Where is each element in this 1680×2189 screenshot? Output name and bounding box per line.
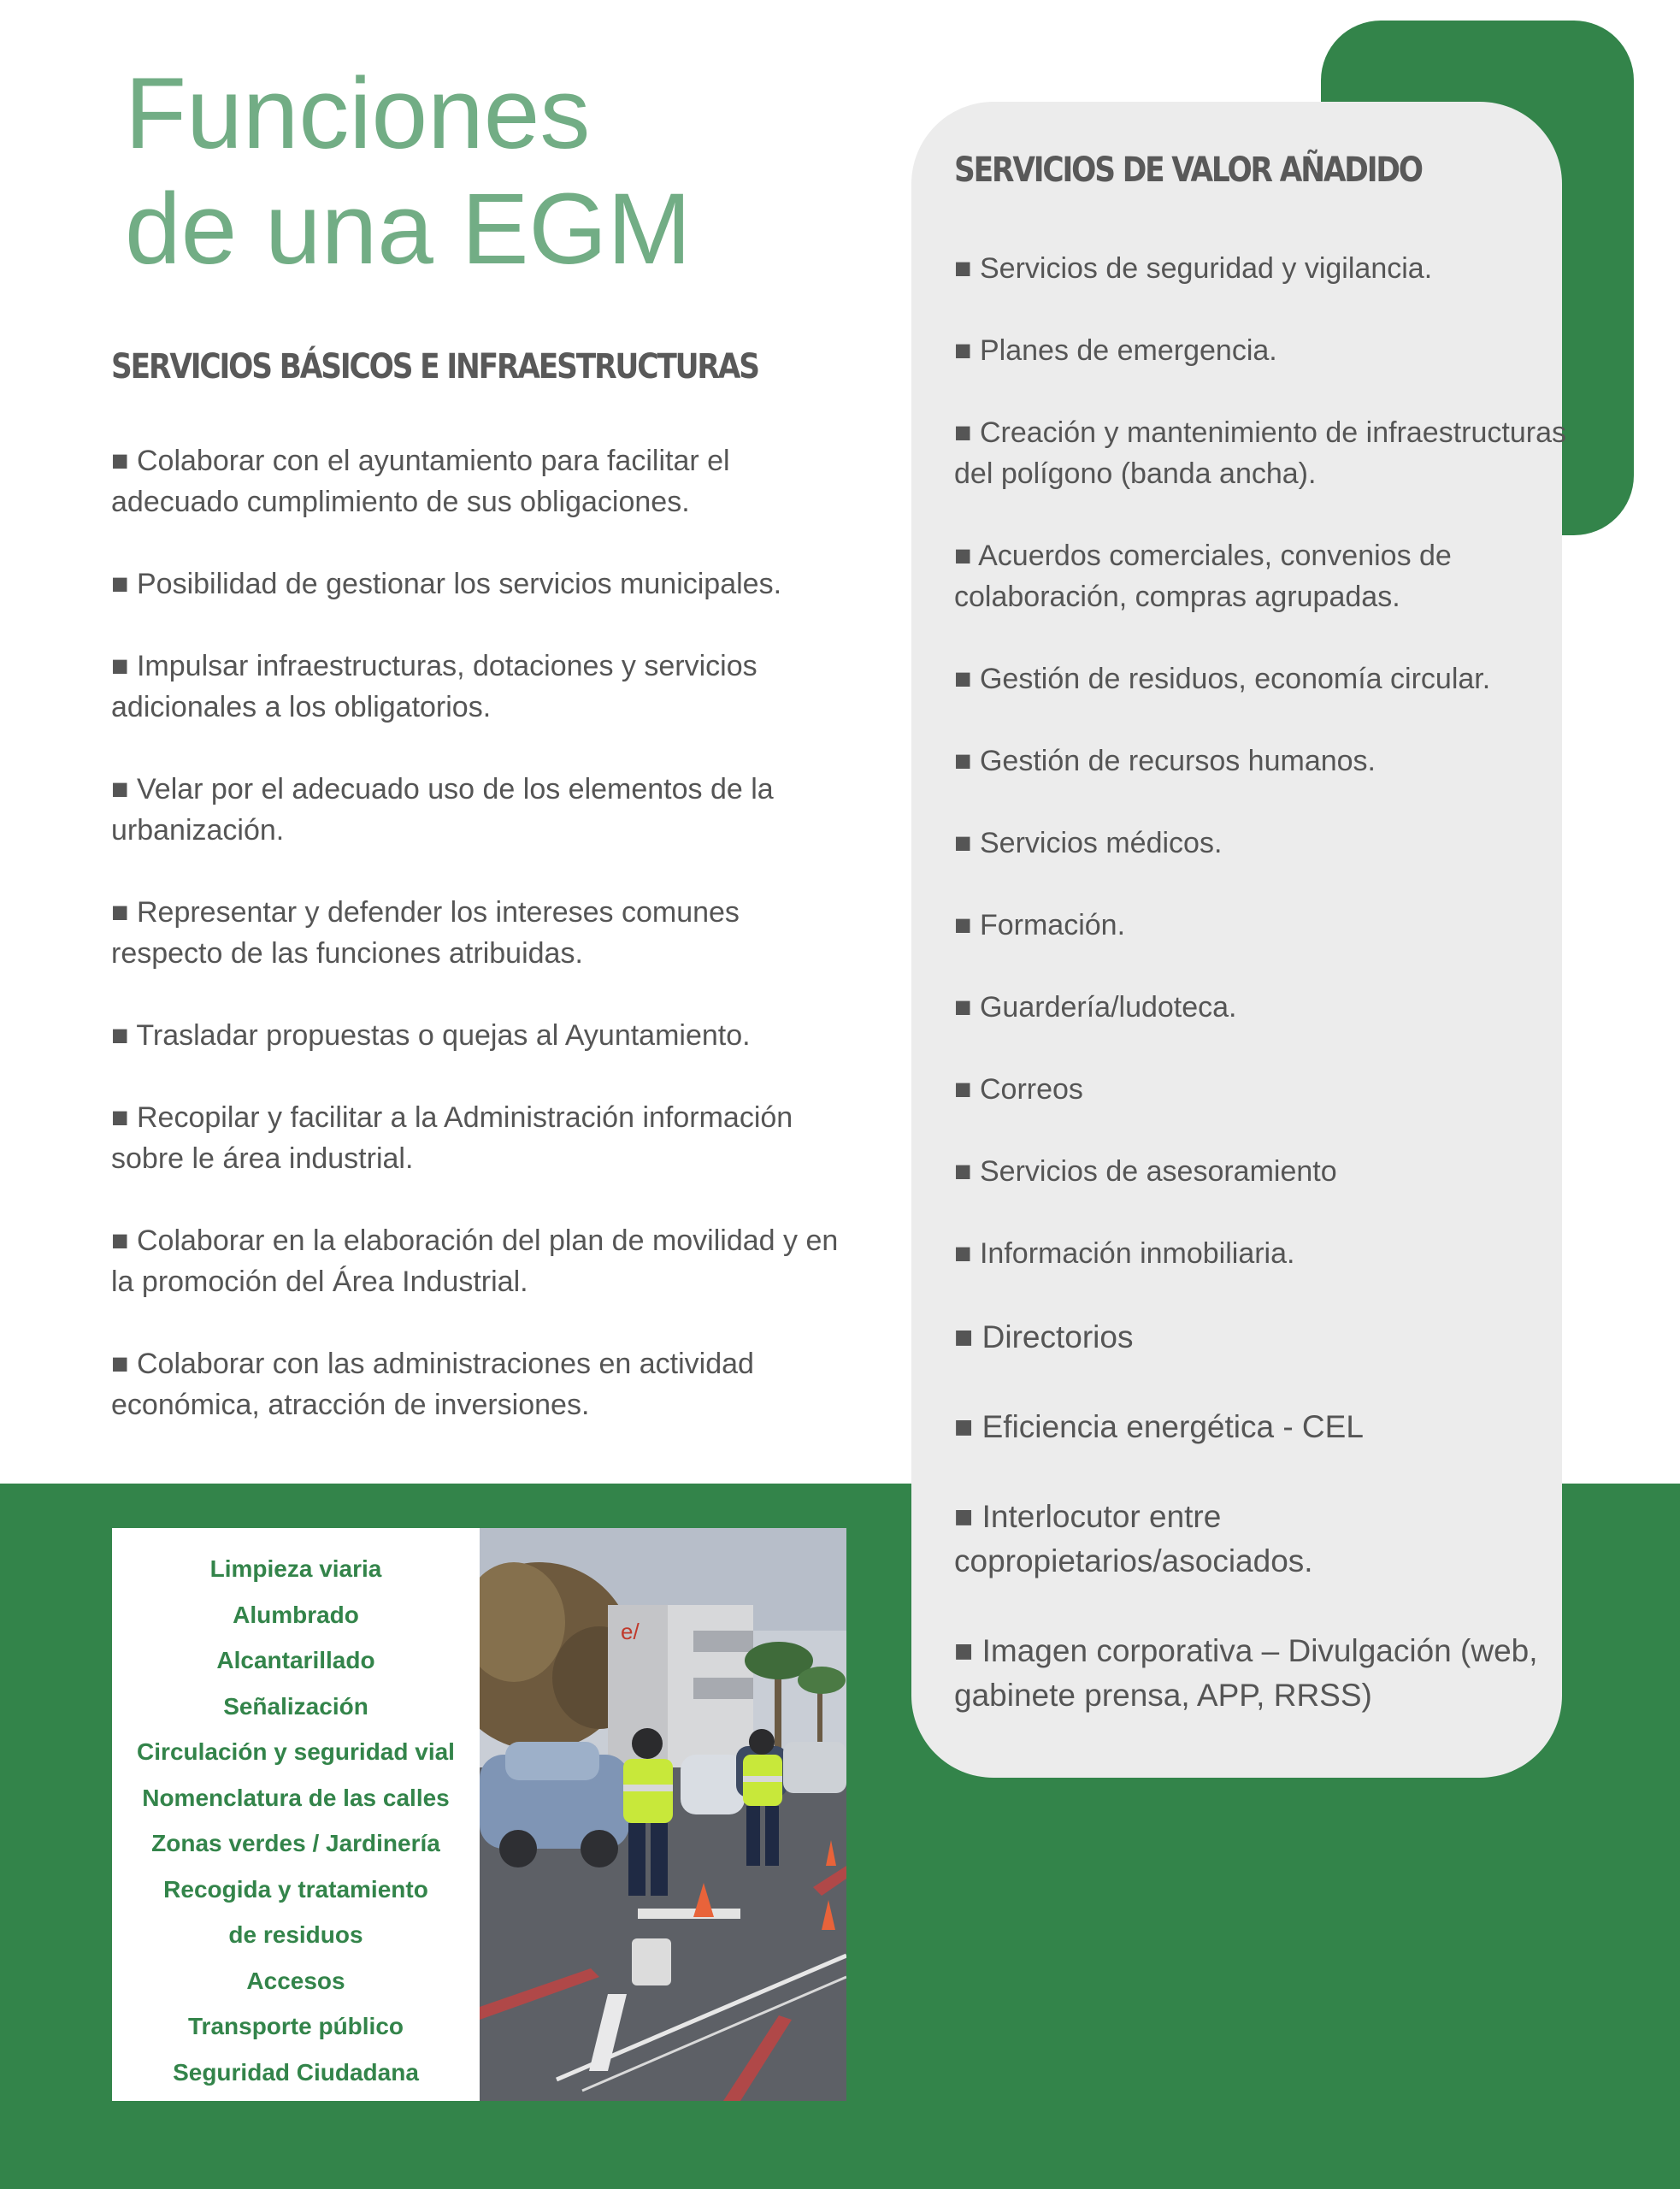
value-added-item: ■ Gestión de recursos humanos. <box>954 745 1376 777</box>
road-marking-photo <box>480 1528 846 2101</box>
municipal-service-item: Recogida y tratamiento <box>163 1875 428 1903</box>
municipal-services-list <box>112 1528 480 2095</box>
value-added-item: ■ Servicios de asesoramiento <box>954 1155 1337 1188</box>
value-added-item: ■ Imagen corporativa – Divulgación (web, gabinete prensa, APP, RRSS) <box>954 1633 1538 1713</box>
basic-services-item: ■ Trasladar propuestas o quejas al Ayuntamiento. <box>111 1019 751 1052</box>
municipal-service-item: Limpieza viaria <box>209 1555 382 1582</box>
value-added-heading: SERVICIOS DE VALOR AÑADIDO <box>954 150 1422 190</box>
value-added-item: ■ Servicios de seguridad y vigilancia. <box>954 252 1433 285</box>
basic-services-list <box>111 440 846 1466</box>
municipal-service-item: Nomenclatura de las calles <box>142 1784 450 1811</box>
value-added-list <box>954 248 1570 1763</box>
value-added-item: ■ Formación. <box>954 909 1126 941</box>
value-added-item: ■ Directorios <box>954 1319 1134 1354</box>
municipal-service-item: Alcantarillado <box>216 1647 375 1673</box>
value-added-item: ■ Guardería/ludoteca. <box>954 991 1237 1024</box>
basic-services-item: ■ Velar por el adecuado uso de los elementos de la urbanización. <box>111 773 774 847</box>
page-title <box>125 56 691 287</box>
basic-services-item: ■ Posibilidad de gestionar los servicios municipales. <box>111 568 782 600</box>
basic-services-item: ■ Colaborar con el ayuntamiento para facilitar el adecuado cumplimiento de sus obligaciones. <box>111 445 730 518</box>
municipal-service-item: de residuos <box>228 1921 363 1948</box>
municipal-service-item: Accesos <box>246 1967 345 1994</box>
municipal-service-item: Zonas verdes / Jardinería <box>151 1830 440 1856</box>
basic-services-item: ■ Colaborar en la elaboración del plan de movilidad y en la promoción del Área Industrial. <box>111 1224 839 1298</box>
municipal-service-item: Alumbrado <box>233 1601 359 1628</box>
municipal-service-item: Seguridad Ciudadana <box>173 2058 419 2086</box>
svg-text:e/: e/ <box>621 1619 640 1644</box>
value-added-item: ■ Servicios médicos. <box>954 827 1223 859</box>
value-added-item: ■ Información inmobiliaria. <box>954 1237 1295 1270</box>
value-added-item: ■ Acuerdos comerciales, convenios de colaboración, compras agrupadas. <box>954 540 1452 613</box>
value-added-item: ■ Gestión de residuos, economía circular. <box>954 663 1491 695</box>
basic-services-item: ■ Impulsar infraestructuras, dotaciones y servicios adicionales a los obligatorios. <box>111 650 757 723</box>
municipal-service-item: Transporte público <box>187 2013 404 2039</box>
page-title-line-1: Funciones <box>125 57 591 170</box>
municipal-services-box <box>112 1528 480 2101</box>
value-added-item: ■ Interlocutor entre copropietarios/asociados. <box>954 1499 1313 1578</box>
page-title-line-2: de una EGM <box>125 173 692 286</box>
basic-services-item: ■ Recopilar y facilitar a la Administración información sobre le área industrial. <box>111 1101 793 1175</box>
value-added-item: ■ Planes de emergencia. <box>954 334 1277 367</box>
value-added-item: ■ Eficiencia energética - CEL <box>954 1409 1364 1444</box>
basic-services-item: ■ Colaborar con las administraciones en actividad económica, atracción de inversiones. <box>111 1348 754 1421</box>
basic-services-item: ■ Representar y defender los intereses comunes respecto de las funciones atribuidas. <box>111 896 740 970</box>
municipal-service-item: Señalización <box>223 1692 368 1720</box>
basic-services-heading: SERVICIOS BÁSICOS E INFRAESTRUCTURAS <box>111 347 758 386</box>
value-added-item: ■ Correos <box>954 1073 1083 1106</box>
municipal-service-item: Circulación y seguridad vial <box>137 1738 455 1765</box>
value-added-item: ■ Creación y mantenimiento de infraestructuras del polígono (banda ancha). <box>954 416 1566 490</box>
